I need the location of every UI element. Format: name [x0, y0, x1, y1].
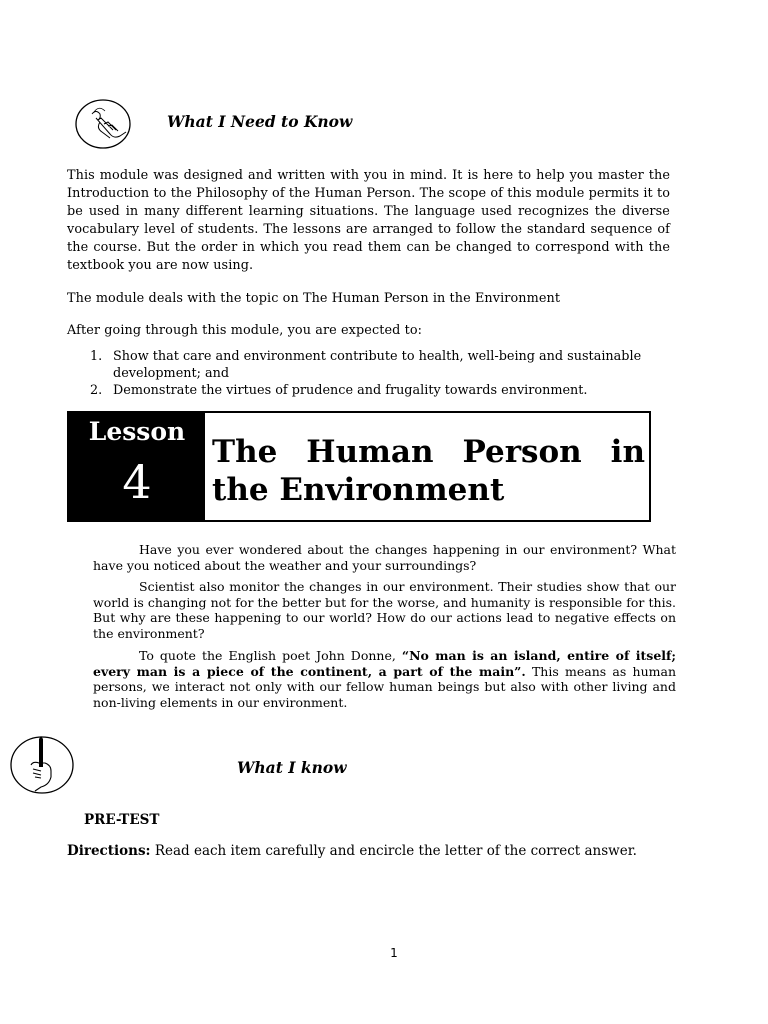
module-topic-paragraph: The module deals with the topic on The Human Person in the Environment	[67, 291, 561, 306]
intro-paragraph: Scientist also monitor the changes in our environment. Their studies show that our world is changing not for the better but for the worse, and humanity is responsible for this. But why are these happening to our world? How do our actions lead to negative effects on the environment?	[93, 579, 676, 641]
hand-pencil-icon	[9, 735, 75, 795]
section-heading-what-i-know: What I know	[237, 758, 347, 777]
intro-quote-paragraph: To quote the English poet John Donne, “No man is an island, entire of itself; every man is a piece of the continent, a part of the main”. This means as human persons, we interact not only with our fellow human beings but also with other living and non-living elements in our environment.	[93, 648, 677, 710]
section-heading-what-i-need-to-know: What I Need to Know	[167, 112, 353, 131]
intro-paragraph: Have you ever wondered about the changes happening in our environment? What have you noticed about the weather and your surroundings?	[93, 542, 676, 573]
directions-text: Directions: Read each item carefully and encircle the letter of the correct answer.	[67, 843, 637, 859]
lesson-number: 4	[122, 455, 152, 509]
page-number: 1	[390, 946, 398, 960]
objectives-intro-paragraph: After going through this module, you are expected to:	[67, 323, 423, 338]
objectives-list	[67, 348, 680, 399]
pretest-label: PRE-TEST	[84, 812, 160, 828]
lesson-banner	[67, 411, 651, 522]
john-donne-quote: “No man is an island, entire of itself; every man is a piece of the continent, a part of the main”.	[93, 648, 677, 679]
list-item: 1. Show that care and environment contribute to health, well-being and sustainable development; and	[90, 349, 642, 381]
module-description-paragraph: This module was designed and written with you in mind. It is here to help you master the Introduction to the Philosophy of the Human Person. The scope of this module permits it to be used in many different learning situations. The language used recognizes the diverse vocabulary level of students. The lessons are arranged to follow the standard sequence of the course. But the order in which you read them can be changed to correspond with the textbook you are now using.	[67, 168, 670, 273]
lesson-label: Lesson	[88, 417, 186, 446]
lesson-number-block	[69, 413, 205, 520]
hand-pointing-icon	[74, 98, 132, 150]
list-item: 2. Demonstrate the virtues of prudence and frugality towards environment.	[90, 383, 588, 398]
lesson-title: The Human Person in the Environment	[212, 434, 645, 508]
